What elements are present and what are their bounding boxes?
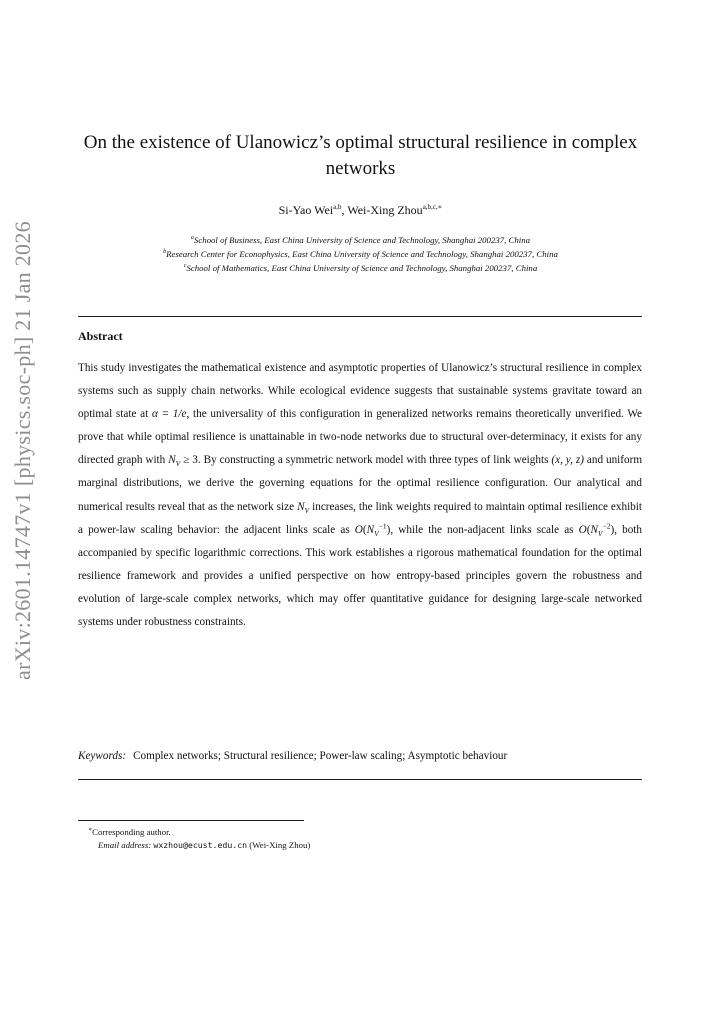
author-name: Si-Yao Wei: [278, 203, 334, 217]
abstract-top-rule: [78, 316, 642, 317]
email-note: Email address: wxzhou@ecust.edu.cn (Wei-Xing Zhou): [98, 839, 311, 850]
corresponding-author-note: ∗Corresponding author.: [88, 826, 171, 837]
keywords-label: Keywords:: [78, 750, 127, 762]
author-affiliation-marks: a,b,c,∗: [422, 203, 443, 211]
affiliation-line: $^b$Research Center for Econophysics, East China University of Science and Technology, Shanghai 200237, China: [163, 248, 558, 259]
paper-title: On the existence of Ulanowicz’s optimal structural resilience in complex networks: [83, 132, 638, 179]
alpha-expression: α = 1/e: [151, 408, 187, 421]
affiliation-line: $^c$School of Mathematics, East China University of Science and Technology, Shanghai 200237, China: [183, 262, 538, 273]
keywords-text: Complex networks; Structural resilience; Power-law scaling; Asymptotic behaviour: [133, 750, 508, 762]
footnote: [88, 824, 310, 852]
keywords-line: [78, 750, 507, 762]
abstract-bottom-rule: [78, 779, 642, 780]
author-affiliation-marks: a,b: [333, 203, 342, 211]
email-address[interactable]: wxzhou@ecust.edu.cn: [153, 839, 248, 850]
abstract-text: This study investigates the mathematical existence and asymptotic properties of Ulanowicz’s structural resilience in complex systems such as supply chain networks. While ecological evidence suggests that sustainable systems gravitate toward an optimal state at α = 1/e, the universality of this configuration in generalized networks remains theoretically unverified. We prove that while optimal resilience is unattainable in two-node networks due to structural over-determinacy, it exists for any directed graph with $N_V \ge 3$. By constructing a symmetric network model with three types of link weights (x, y, z) and uniform marginal distributions, we derive the governing equations for the optimal resilience configuration. Our analytical and numerical results reveal that as the network size $N_V$ increases, the link weights required to maintain optimal resilience exhibit a power-law scaling behavior: the adjacent links scale as $O(N_V^{-1})$, while the non-adjacent links scale as $O(N_V^{-2})$, both accompanied by specific logarithmic corrections. This work establishes a rigorous mathematical foundation for the optimal resilience framework and provides a unified perspective on how entropy-based principles govern the robustness and evolution of large-scale complex networks, which may offer quantitative guidance for designing large-scale networked systems under robustness constraints.: [78, 362, 643, 629]
affiliation-line: $^a$School of Business, East China University of Science and Technology, Shanghai 200237, China: [190, 234, 531, 245]
abstract-heading: Abstract: [78, 329, 123, 343]
footnote-rule: [78, 820, 304, 821]
author-list: Si-Yao Wei$^{a,b}$, Wei-Xing Zhou$^{a,b,c,∗}$: [278, 203, 443, 217]
author-name: Wei-Xing Zhou: [347, 203, 423, 217]
affiliation-list: [78, 232, 643, 274]
arxiv-identifier-stamp: arXiv:2601.14747v1 [physics.soc-ph] 21 Jan 2026: [10, 221, 35, 680]
